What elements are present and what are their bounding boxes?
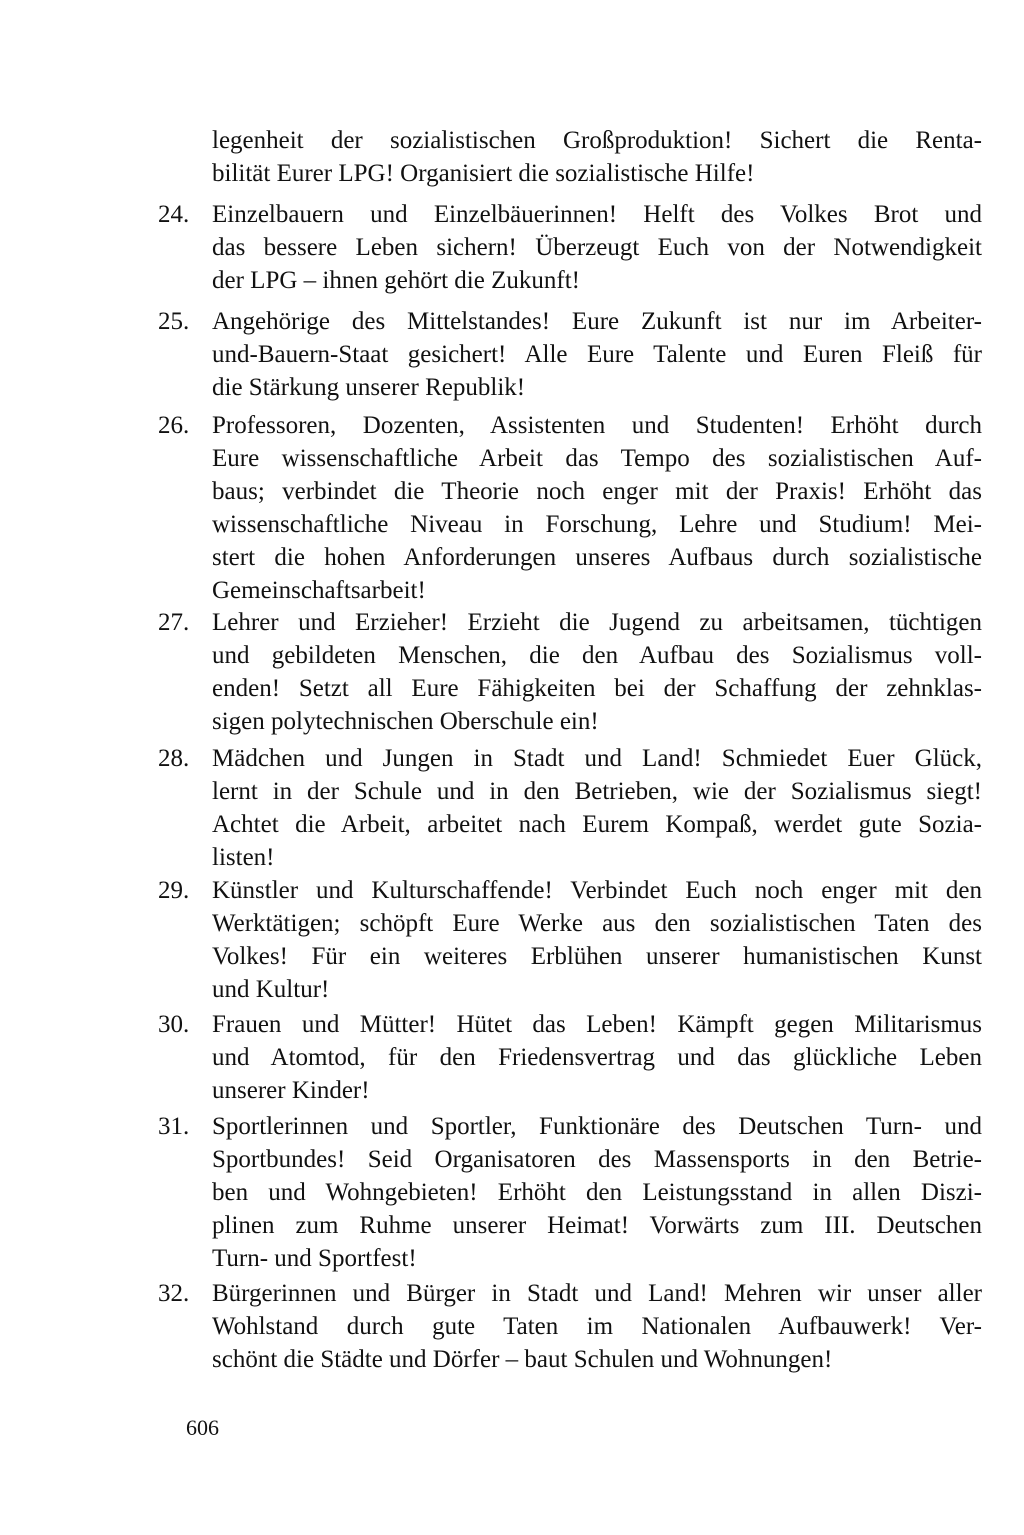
text-line: unserer Kinder! bbox=[212, 1077, 370, 1104]
text-line: Sportbundes! Seid Organisatoren des Massensports in den Betrie- bbox=[212, 1146, 982, 1173]
text-line: Wohlstand durch gute Taten im Nationalen Aufbauwerk! Ver- bbox=[212, 1313, 982, 1340]
text-line: und Atomtod, für den Friedensvertrag und das glückliche Leben bbox=[212, 1044, 982, 1071]
item-number: 25. bbox=[158, 308, 190, 335]
item-number: 29. bbox=[158, 877, 190, 904]
text-line: Volkes! Für ein weiteres Erblühen unserer humanistischen Kunst bbox=[212, 943, 982, 970]
text-line: Werktätigen; schöpft Eure Werke aus den sozialistischen Taten des bbox=[212, 910, 982, 937]
text-line: lernt in der Schule und in den Betrieben, wie der Sozialismus siegt! bbox=[212, 778, 982, 805]
text-line: Turn- und Sportfest! bbox=[212, 1245, 417, 1272]
text-line: legenheit der sozialistischen Großproduktion! Sichert die Renta- bbox=[212, 127, 982, 154]
text-line: wissenschaftliche Niveau in Forschung, Lehre und Studium! Mei- bbox=[212, 511, 982, 538]
text-line: ben und Wohngebieten! Erhöht den Leistungsstand in allen Diszi- bbox=[212, 1179, 982, 1206]
item-number: 24. bbox=[158, 201, 190, 228]
text-line: sigen polytechnischen Oberschule ein! bbox=[212, 708, 599, 735]
text-line: Sportlerinnen und Sportler, Funktionäre des Deutschen Turn- und bbox=[212, 1113, 982, 1140]
text-line: baus; verbindet die Theorie noch enger mit der Praxis! Erhöht das bbox=[212, 478, 982, 505]
text-line: schönt die Städte und Dörfer – baut Schulen und Wohnungen! bbox=[212, 1346, 833, 1373]
text-line: Gemeinschaftsarbeit! bbox=[212, 577, 426, 604]
text-line: und-Bauern-Staat gesichert! Alle Eure Talente und Euren Fleiß für bbox=[212, 341, 982, 368]
item-number: 27. bbox=[158, 609, 190, 636]
item-number: 28. bbox=[158, 745, 190, 772]
text-line: Mädchen und Jungen in Stadt und Land! Schmiedet Euer Glück, bbox=[212, 745, 982, 772]
item-number: 26. bbox=[158, 412, 190, 439]
text-line: Professoren, Dozenten, Assistenten und Studenten! Erhöht durch bbox=[212, 412, 982, 439]
text-line: Angehörige des Mittelstandes! Eure Zukunft ist nur im Arbeiter- bbox=[212, 308, 982, 335]
item-number: 31. bbox=[158, 1113, 190, 1140]
text-line: plinen zum Ruhme unserer Heimat! Vorwärts zum III. Deutschen bbox=[212, 1212, 982, 1239]
text-line: das bessere Leben sichern! Überzeugt Euch von der Notwendigkeit bbox=[212, 234, 982, 261]
text-line: enden! Setzt all Eure Fähigkeiten bei der Schaffung der zehnklas- bbox=[212, 675, 982, 702]
text-line: Lehrer und Erzieher! Erzieht die Jugend zu arbeitsamen, tüchtigen bbox=[212, 609, 982, 636]
text-line: Achtet die Arbeit, arbeitet nach Eurem Kompaß, werdet gute Sozia- bbox=[212, 811, 982, 838]
text-line: listen! bbox=[212, 844, 275, 871]
text-line: Künstler und Kulturschaffende! Verbindet Euch noch enger mit den bbox=[212, 877, 982, 904]
text-line: Bürgerinnen und Bürger in Stadt und Land! Mehren wir unser aller bbox=[212, 1280, 982, 1307]
item-number: 32. bbox=[158, 1280, 190, 1307]
text-line: stert die hohen Anforderungen unseres Aufbaus durch sozialistische bbox=[212, 544, 982, 571]
text-line: die Stärkung unserer Republik! bbox=[212, 374, 526, 401]
text-line: Einzelbauern und Einzelbäuerinnen! Helft des Volkes Brot und bbox=[212, 201, 982, 228]
text-line: und Kultur! bbox=[212, 976, 330, 1003]
item-number: 30. bbox=[158, 1011, 190, 1038]
text-line: der LPG – ihnen gehört die Zukunft! bbox=[212, 267, 580, 294]
text-line: Eure wissenschaftliche Arbeit das Tempo des sozialistischen Auf- bbox=[212, 445, 982, 472]
text-line: bilität Eurer LPG! Organisiert die sozialistische Hilfe! bbox=[212, 160, 755, 187]
continued-paragraph bbox=[212, 124, 982, 190]
text-line: Frauen und Mütter! Hütet das Leben! Kämpft gegen Militarismus bbox=[212, 1011, 982, 1038]
page-number: 606 bbox=[186, 1415, 219, 1440]
text-line: und gebildeten Menschen, die den Aufbau des Sozialismus voll- bbox=[212, 642, 982, 669]
